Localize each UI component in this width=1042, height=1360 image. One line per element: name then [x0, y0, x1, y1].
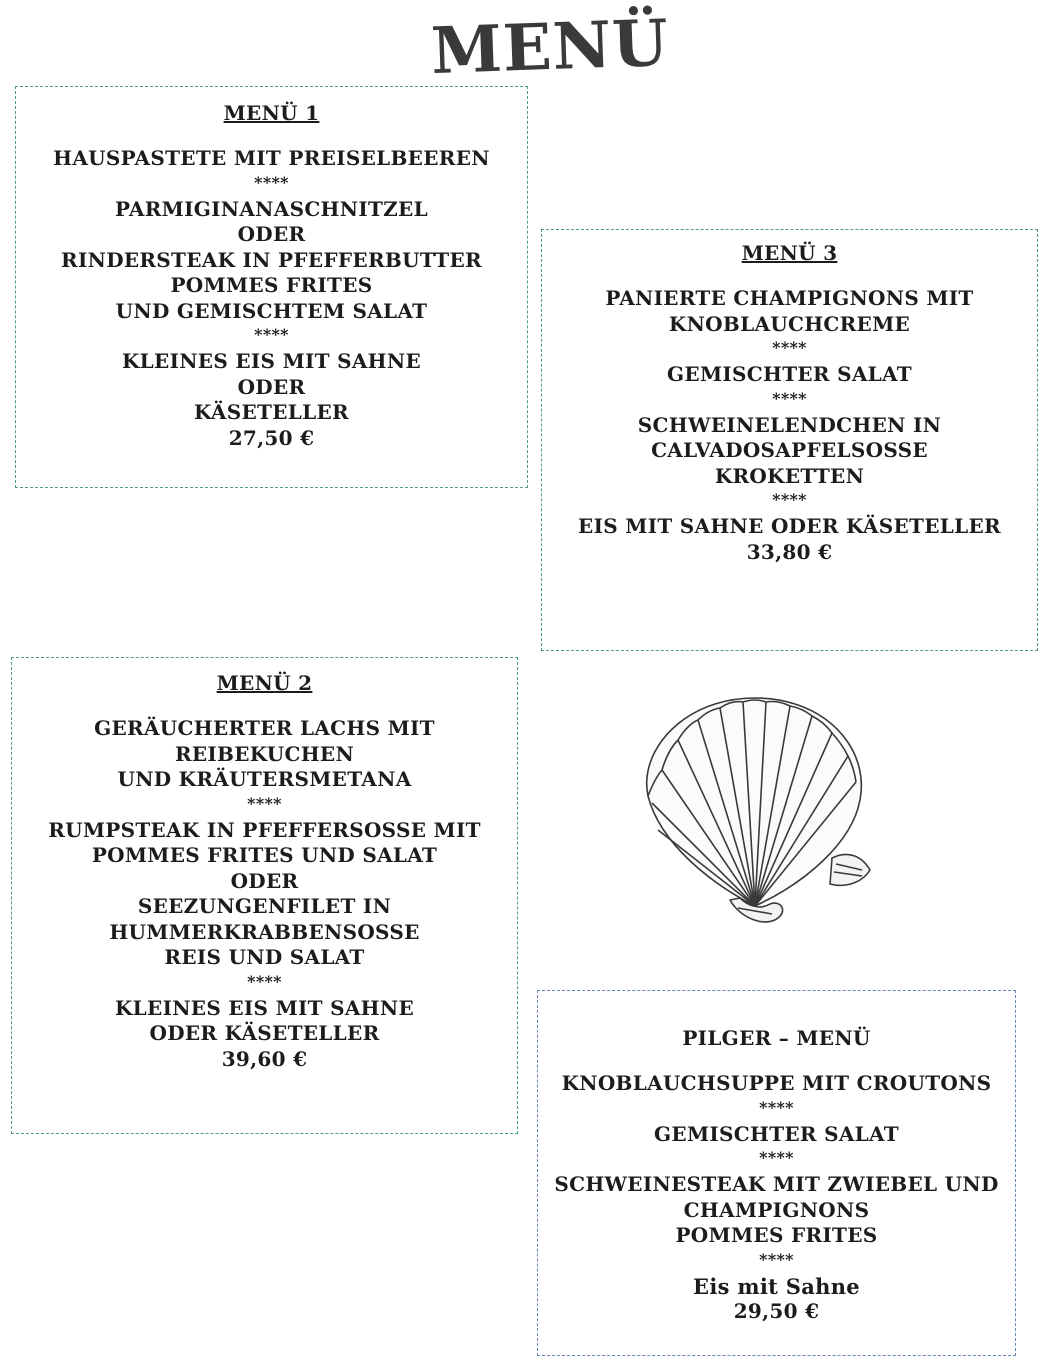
menu-item: KÄSETELLER [194, 400, 349, 424]
menu-card-2 [11, 657, 518, 1134]
course-separator: **** [772, 490, 807, 509]
menu-item: EIS MIT SAHNE ODER KÄSETELLER [578, 514, 1001, 538]
menu-card-3 [541, 229, 1038, 651]
page-title: MENÜ [429, 5, 671, 90]
menu-items [12, 716, 517, 1072]
menu-items [16, 146, 527, 451]
menu-item: SCHWEINELENDCHEN IN [637, 412, 942, 437]
menu-items [542, 286, 1037, 565]
menu-item: CHAMPIGNONS [683, 1197, 870, 1222]
menu-item: ODER KÄSETELLER [149, 1021, 380, 1045]
menu-item: GEMISCHTER SALAT [654, 1121, 899, 1146]
menu-item: POMMES FRITES [675, 1223, 878, 1247]
menu-item: CALVADOSAPFELSOSSE [651, 438, 928, 462]
menu-item: 27,50 € [228, 425, 315, 450]
menu-heading: PILGER – MENÜ [682, 1026, 871, 1050]
menu-item: RINDERSTEAK IN PFEFFERBUTTER [61, 247, 482, 272]
menu-item: 33,80 € [746, 539, 833, 564]
menu-item: KLEINES EIS MIT SAHNE [114, 995, 414, 1020]
menu-item: KROKETTEN [714, 463, 865, 488]
course-separator: **** [247, 971, 282, 991]
course-separator: **** [759, 1249, 794, 1269]
menu-item: Eis mit Sahne [693, 1273, 860, 1299]
menu-item: ODER [237, 374, 306, 399]
menu-item: GEMISCHTER SALAT [667, 362, 912, 386]
menu-item: POMMES FRITES [170, 273, 373, 297]
course-separator: **** [247, 793, 282, 813]
menu-item: PANIERTE CHAMPIGNONS MIT [605, 286, 974, 310]
menu-heading: MENÜ 2 [216, 671, 313, 695]
menu-card-1 [15, 86, 528, 488]
menu-item: ODER [237, 222, 306, 246]
menu-item: SCHWEINESTEAK MIT ZWIEBEL UND [554, 1172, 999, 1196]
menu-item: RUMPSTEAK IN PFEFFERSOSSE MIT [48, 817, 481, 842]
menu-heading: MENÜ 3 [741, 241, 838, 265]
menu-item: 29,50 € [733, 1299, 820, 1323]
course-separator: **** [772, 338, 807, 357]
course-separator: **** [254, 325, 289, 344]
course-separator: **** [772, 388, 807, 408]
menu-item: KNOBLAUCHSUPPE MIT CROUTONS [561, 1071, 992, 1095]
menu-item: REIS UND SALAT [164, 945, 365, 969]
menu-item: KNOBLAUCHCREME [668, 311, 911, 336]
menu-item: HAUSPASTETE MIT PREISELBEEREN [53, 146, 490, 170]
menu-item: PARMIGINANASCHNITZEL [115, 196, 428, 221]
menu-heading: MENÜ 1 [223, 101, 320, 125]
menu-item: REIBEKUCHEN [174, 741, 355, 766]
course-separator: **** [759, 1148, 794, 1167]
menu-card-pilger [537, 990, 1016, 1356]
menu-item: GERÄUCHERTER LACHS MIT [94, 716, 435, 740]
menu-items [538, 1071, 1015, 1325]
course-separator: **** [254, 172, 289, 192]
menu-item: KLEINES EIS MIT SAHNE [121, 349, 421, 373]
menu-item: POMMES FRITES UND SALAT [91, 843, 438, 867]
menu-item: HUMMERKRABBENSOSSE [109, 919, 420, 944]
menu-item: SEEZUNGENFILET IN [137, 894, 392, 918]
scallop-shell-icon [600, 678, 910, 968]
menu-item: 39,60 € [221, 1046, 308, 1071]
course-separator: **** [759, 1097, 794, 1117]
menu-item: UND GEMISCHTEM SALAT [115, 298, 428, 323]
menu-item: ODER [230, 868, 299, 893]
menu-item: UND KRÄUTERSMETANA [117, 767, 412, 791]
